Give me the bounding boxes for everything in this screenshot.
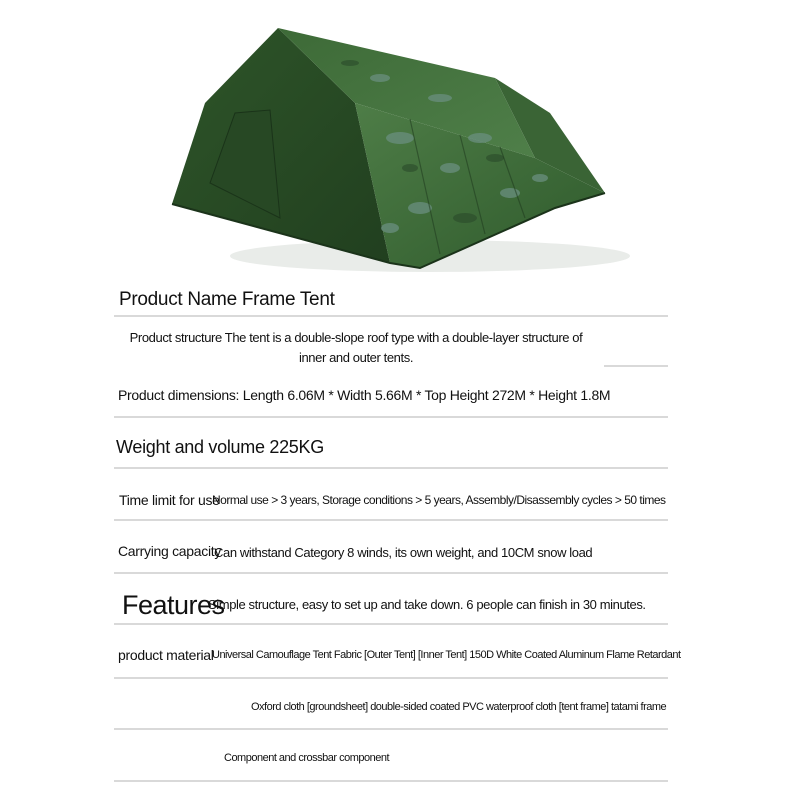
features-label: Features <box>122 590 225 620</box>
time-limit-value: Normal use > 3 years, Storage conditions > 5 years, Assembly/Disassembly cycles > 50 times <box>212 493 666 507</box>
divider <box>604 365 668 367</box>
divider <box>114 416 668 418</box>
product-material-label: product material <box>118 647 214 663</box>
divider <box>114 572 668 574</box>
material-line2: Oxford cloth [groundsheet] double-sided coated PVC waterproof cloth [tent frame] tatami frame <box>251 701 667 713</box>
material-line1: Universal Camouflage Tent Fabric [Outer Tent] [Inner Tent] 150D White Coated Aluminum Flame Retardant <box>212 649 681 661</box>
divider <box>114 780 668 782</box>
carrying-capacity-label: Carrying capacity <box>118 543 222 559</box>
divider <box>114 677 668 679</box>
divider <box>114 519 668 521</box>
structure-line1: Product structure The tent is a double-slope roof type with a double-layer structure of <box>129 330 583 345</box>
material-line3: Component and crossbar component <box>224 752 389 764</box>
divider <box>114 728 668 730</box>
divider <box>114 315 668 317</box>
weight-volume: Weight and volume 225KG <box>116 437 324 457</box>
divider <box>114 623 668 625</box>
features-value: Simple structure, easy to set up and take down. 6 people can finish in 30 minutes. <box>208 597 646 612</box>
divider <box>114 467 668 469</box>
tent-photo <box>150 18 630 280</box>
time-limit-label: Time limit for use <box>119 492 220 508</box>
product-name: Product Name Frame Tent <box>119 289 335 310</box>
carrying-capacity-value: Can withstand Category 8 winds, its own weight, and 10CM snow load <box>214 545 593 560</box>
dimensions: Product dimensions: Length 6.06M * Width 5.66M * Top Height 272M * Height 1.8M <box>118 387 611 403</box>
structure-line2: inner and outer tents. <box>298 350 414 365</box>
